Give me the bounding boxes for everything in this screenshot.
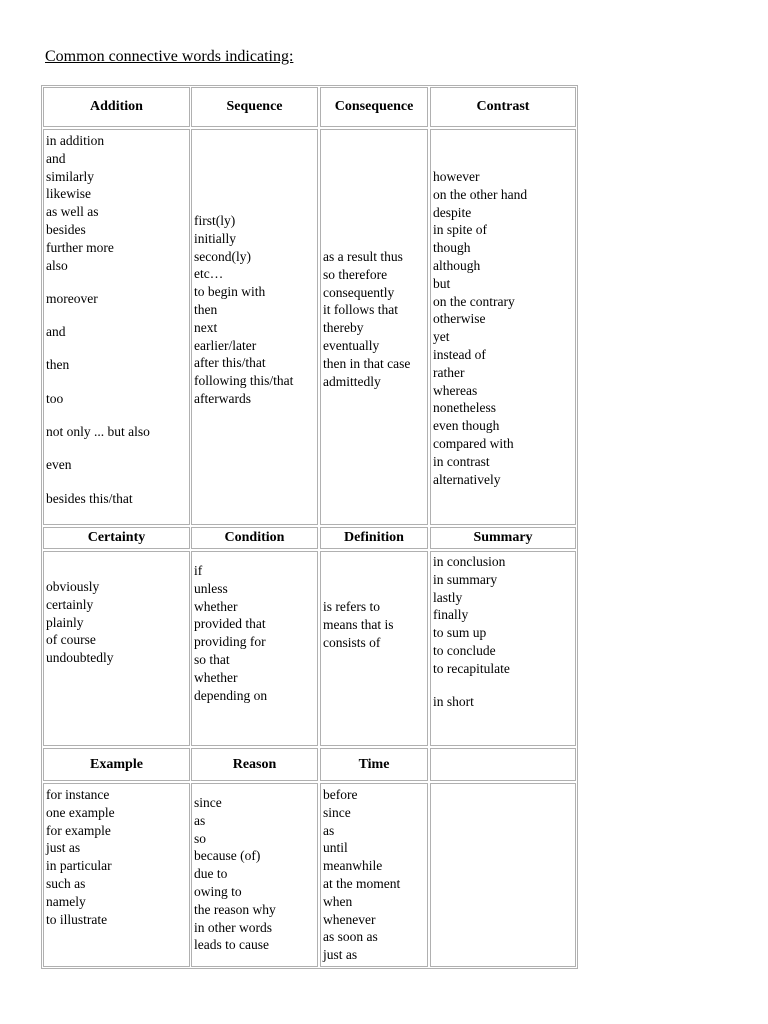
- connective-item: it follows that: [323, 302, 398, 318]
- connective-item: afterwards: [194, 390, 251, 406]
- connective-item: as: [194, 812, 206, 828]
- list-addition: [43, 129, 190, 525]
- connective-item: undoubtedly: [46, 650, 114, 666]
- connective-item: of course: [46, 632, 96, 648]
- connective-item: earlier/later: [194, 337, 257, 353]
- heading-summary: Summary: [430, 527, 576, 549]
- connective-item: depending on: [194, 687, 268, 703]
- connective-item: to conclude: [433, 642, 496, 658]
- heading-definition: Definition: [320, 527, 428, 549]
- connective-item: owing to: [194, 883, 242, 899]
- connective-item: first(ly): [194, 213, 236, 228]
- connective-item: namely: [46, 893, 86, 909]
- connective-item: on the contrary: [433, 293, 515, 309]
- connective-item: besides: [46, 221, 86, 237]
- list-summary: [430, 551, 576, 746]
- heading-certainty: Certainty: [43, 527, 190, 549]
- connective-item: etc…: [194, 266, 224, 282]
- connective-item: lastly: [433, 589, 463, 605]
- connective-item: whereas: [433, 382, 478, 398]
- connective-item: when: [323, 893, 353, 909]
- connective-item: for instance: [46, 787, 110, 802]
- connective-item: to recapitulate: [433, 660, 510, 676]
- connective-item: in particular: [46, 858, 112, 874]
- connective-item: leads to cause: [194, 937, 269, 953]
- connective-item: since: [323, 804, 351, 820]
- connective-item: means that is: [323, 616, 394, 632]
- page-title: Common connective words indicating:: [45, 48, 294, 65]
- connective-item: the reason why: [194, 901, 276, 917]
- connective-item: and: [46, 324, 66, 340]
- list-reason: [191, 783, 318, 967]
- heading-consequence: Consequence: [320, 87, 428, 127]
- connective-item: whether: [194, 669, 238, 685]
- connective-item: whenever: [323, 911, 376, 927]
- connective-item: unless: [194, 580, 228, 596]
- heading-reason: Reason: [191, 748, 318, 781]
- connective-item: as: [323, 822, 335, 838]
- connective-item: despite: [433, 204, 472, 220]
- connective-item: obviously: [46, 579, 100, 594]
- connectives-table: [41, 85, 578, 969]
- connective-item: in contrast: [433, 453, 490, 469]
- connective-item: also: [46, 257, 68, 273]
- connective-item: compared with: [433, 435, 514, 451]
- list-consequence: [320, 129, 428, 525]
- connective-item: even: [46, 457, 72, 473]
- connective-item: although: [433, 257, 481, 273]
- connective-item: in conclusion: [433, 554, 506, 569]
- connective-item: in short: [433, 694, 474, 710]
- list-certainty: [43, 551, 190, 746]
- connective-item: alternatively: [433, 471, 501, 487]
- connective-item: as well as: [46, 204, 99, 220]
- connective-item: eventually: [323, 337, 380, 353]
- connective-item: providing for: [194, 634, 266, 650]
- connective-item: if: [194, 563, 203, 578]
- connective-item: due to: [194, 866, 228, 882]
- connective-item: before: [323, 787, 358, 802]
- heading-addition: Addition: [43, 87, 190, 127]
- connective-item: as soon as: [323, 929, 378, 945]
- heading-empty: [430, 748, 576, 781]
- connective-item: then: [194, 301, 218, 317]
- connective-item: so that: [194, 651, 230, 667]
- connective-item: not only ... but also: [46, 424, 150, 440]
- connective-item: on the other hand: [433, 186, 528, 202]
- connective-item: nonetheless: [433, 400, 496, 416]
- connective-item: after this/that: [194, 355, 266, 371]
- connective-item: in summary: [433, 571, 498, 587]
- connective-item: so therefore: [323, 266, 388, 282]
- connective-item: moreover: [46, 290, 98, 306]
- connective-item: admittedly: [323, 373, 381, 389]
- connective-item: further more: [46, 239, 114, 255]
- heading-time: Time: [320, 748, 428, 781]
- heading-contrast: Contrast: [430, 87, 576, 127]
- connective-item: whether: [194, 598, 238, 614]
- connective-item: in other words: [194, 919, 272, 935]
- connective-item: similarly: [46, 168, 94, 184]
- connective-item: initially: [194, 230, 236, 246]
- connective-item: but: [433, 275, 451, 291]
- connective-item: however: [433, 169, 480, 184]
- connective-item: just as: [323, 947, 358, 963]
- connective-item: as a result thus: [323, 249, 403, 264]
- connective-item: such as: [46, 875, 86, 891]
- connective-item: at the moment: [323, 875, 401, 891]
- connective-item: then in that case: [323, 355, 411, 371]
- connective-item: second(ly): [194, 248, 251, 264]
- heading-sequence: Sequence: [191, 87, 318, 127]
- heading-condition: Condition: [191, 527, 318, 549]
- connective-item: rather: [433, 364, 465, 380]
- connective-item: otherwise: [433, 311, 486, 327]
- connective-item: in spite of: [433, 222, 487, 238]
- connective-item: yet: [433, 329, 450, 345]
- connective-item: besides this/that: [46, 490, 133, 506]
- connective-item: because (of): [194, 848, 261, 864]
- connective-item: and: [46, 150, 66, 166]
- connective-item: is refers to: [323, 599, 380, 614]
- connective-item: plainly: [46, 614, 84, 630]
- connective-item: consists of: [323, 634, 381, 650]
- connective-item: certainly: [46, 596, 94, 612]
- connective-item: to begin with: [194, 284, 266, 300]
- connective-item: instead of: [433, 346, 486, 362]
- list-contrast: [430, 129, 576, 525]
- connective-item: though: [433, 240, 471, 256]
- list-condition: [191, 551, 318, 746]
- connective-item: likewise: [46, 186, 91, 202]
- list-example: [43, 783, 190, 967]
- connective-item: since: [194, 795, 222, 810]
- connective-item: meanwhile: [323, 858, 383, 874]
- connective-item: until: [323, 840, 348, 856]
- connective-item: for example: [46, 822, 111, 838]
- connective-item: provided that: [194, 616, 266, 632]
- connective-item: even though: [433, 418, 500, 434]
- connective-item: thereby: [323, 320, 364, 336]
- connective-item: in addition: [46, 133, 105, 148]
- connective-item: too: [46, 390, 64, 406]
- connective-item: following this/that: [194, 373, 294, 389]
- connective-item: to sum up: [433, 625, 487, 641]
- connective-item: then: [46, 357, 70, 373]
- list-time: [320, 783, 428, 967]
- list-definition: [320, 551, 428, 746]
- connective-item: just as: [46, 840, 81, 856]
- heading-example: Example: [43, 748, 190, 781]
- connective-item: one example: [46, 804, 115, 820]
- connective-item: to illustrate: [46, 911, 108, 927]
- connective-item: next: [194, 319, 218, 335]
- list-empty: [430, 783, 576, 967]
- connective-item: finally: [433, 607, 469, 623]
- list-sequence: [191, 129, 318, 525]
- connective-item: so: [194, 830, 207, 846]
- connective-item: consequently: [323, 284, 395, 300]
